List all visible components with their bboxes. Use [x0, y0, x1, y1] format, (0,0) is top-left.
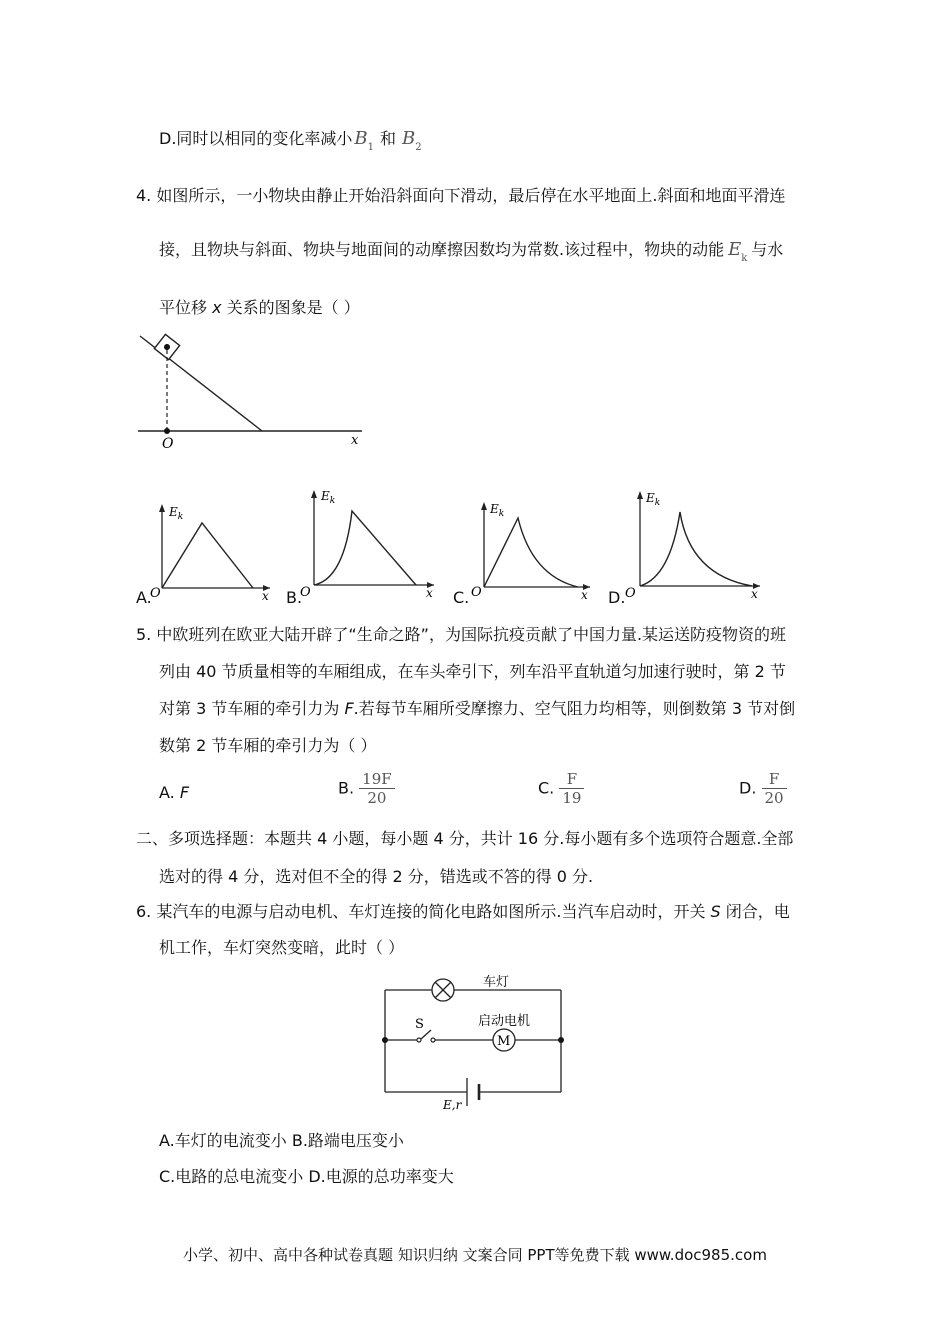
q4-line3: 平位移 x 关系的图象是（ ） [159, 298, 360, 317]
q6-options-row2[interactable]: C.电路的总电流变小 D.电源的总功率变大 [159, 1167, 454, 1186]
origin-dot [164, 428, 170, 434]
graph-a-option[interactable]: A. [136, 588, 152, 607]
y-arrow-icon [311, 490, 317, 498]
graph-a-curve [162, 523, 253, 588]
lamp-icon [432, 979, 454, 1001]
graph-d-curve [640, 512, 752, 586]
x-label: x [581, 588, 588, 602]
q6-line2: 机工作，车灯突然变暗，此时（ ） [159, 938, 405, 957]
graph-d [625, 485, 765, 605]
q5-option-d[interactable]: D. $\frac{F}{20}$ [739, 770, 787, 807]
fraction: $\frac{19F}{20}$ [359, 770, 395, 807]
ek-label: $E_k$ [321, 489, 336, 506]
y-arrow-icon [481, 502, 487, 510]
q5-option-b[interactable]: B. $\frac{19F}{20}$ [338, 770, 395, 807]
b1-symbol: $B_1$ [354, 128, 375, 153]
q6-options-row1[interactable]: A.车灯的电流变小 B.路端电压变小 [159, 1131, 404, 1150]
ek-label: $E_k$ [169, 505, 184, 522]
q6-line1: 6. 某汽车的电源与启动电机、车灯连接的简化电路如图所示.当汽车启动时，开关 S 闭合，电 [136, 902, 790, 921]
motor-symbol: M [497, 1034, 511, 1049]
section2-line2: 选对的得 4 分，选对但不全的得 2 分，错选或不答的得 0 分. [159, 867, 594, 886]
ek-label: $E_k$ [646, 491, 661, 508]
motor-label: 启动电机 [478, 1014, 531, 1029]
graph-c-option[interactable]: C. [453, 588, 470, 607]
graph-d-option[interactable]: D. [608, 588, 626, 607]
origin-label: O [625, 586, 636, 601]
circuit-diagram [375, 968, 575, 1118]
ek-symbol: $E_k$ [728, 239, 748, 264]
origin-label: O [150, 586, 161, 601]
section2-line1: 二、多项选择题：本题共 4 小题，每小题 4 分，共计 16 分.每小题有多个选项符合题意.全部 [136, 829, 794, 848]
q5-option-c[interactable]: C. $\frac{F}{19}$ [538, 770, 584, 807]
incline-figure [130, 328, 370, 453]
origin-label: O [300, 585, 311, 600]
footer-text: 小学、初中、高中各种试卷真题 知识归纳 文案合同 PPT等免费下载 www.doc985.com [183, 1246, 767, 1264]
origin-label: O [471, 585, 482, 600]
x-label: x [751, 587, 758, 601]
block [154, 334, 179, 359]
x-label: x [262, 589, 269, 603]
fraction: $\frac{F}{20}$ [762, 770, 787, 807]
graph-c [470, 496, 595, 604]
q5-line2: 列由 40 节质量相等的车厢组成，在车头牵引下，列车沿平直轨道匀加速行驶时，第 2 节 [159, 662, 786, 681]
battery-icon [467, 1078, 479, 1106]
q4-line1: 4. 如图所示，一小物块由静止开始沿斜面向下滑动，最后停在水平地面上.斜面和地面平滑连 [136, 186, 786, 205]
lamp-label: 车灯 [483, 975, 510, 990]
b2-symbol: $B_2$ [402, 128, 422, 153]
q5-line1: 5. 中欧班列在欧亚大陆开辟了“生命之路”，为国际抗疫贡献了中国力量.某运送防疫物资的班 [136, 625, 787, 644]
axis-label: x [351, 433, 359, 448]
ek-label: $E_k$ [490, 502, 505, 519]
graph-c-curve [484, 518, 578, 587]
q4-line2: 接，且物块与斜面、物块与地面间的动摩擦因数均为常数.该过程中，物块的动能 $E_k$ 与水 [159, 239, 784, 264]
y-arrow-icon [159, 504, 165, 512]
source-label: E,r [443, 1098, 462, 1112]
graph-b [300, 484, 440, 604]
fraction: $\frac{F}{19}$ [559, 770, 584, 807]
graph-b-option[interactable]: B. [286, 588, 303, 607]
q5-line3: 对第 3 节车厢的牵引力为 F.若每节车厢所受摩擦力、空气阻力均相等，则倒数第 3 节对倒 [159, 699, 796, 718]
graph-b-curve [314, 511, 416, 585]
motor-icon [493, 1029, 515, 1051]
switch-label: S [415, 1017, 424, 1032]
q5-line4: 数第 2 节车厢的牵引力为（ ） [159, 736, 377, 755]
graph-a [150, 498, 275, 606]
x-label: x [426, 586, 433, 600]
q3-option-d: D.同时以相同的变化率减小 $B_1$ 和 $B_2$ [159, 128, 422, 153]
y-arrow-icon [637, 491, 643, 499]
origin-label: O [162, 436, 174, 452]
q5-option-a[interactable]: A. F [159, 783, 190, 802]
